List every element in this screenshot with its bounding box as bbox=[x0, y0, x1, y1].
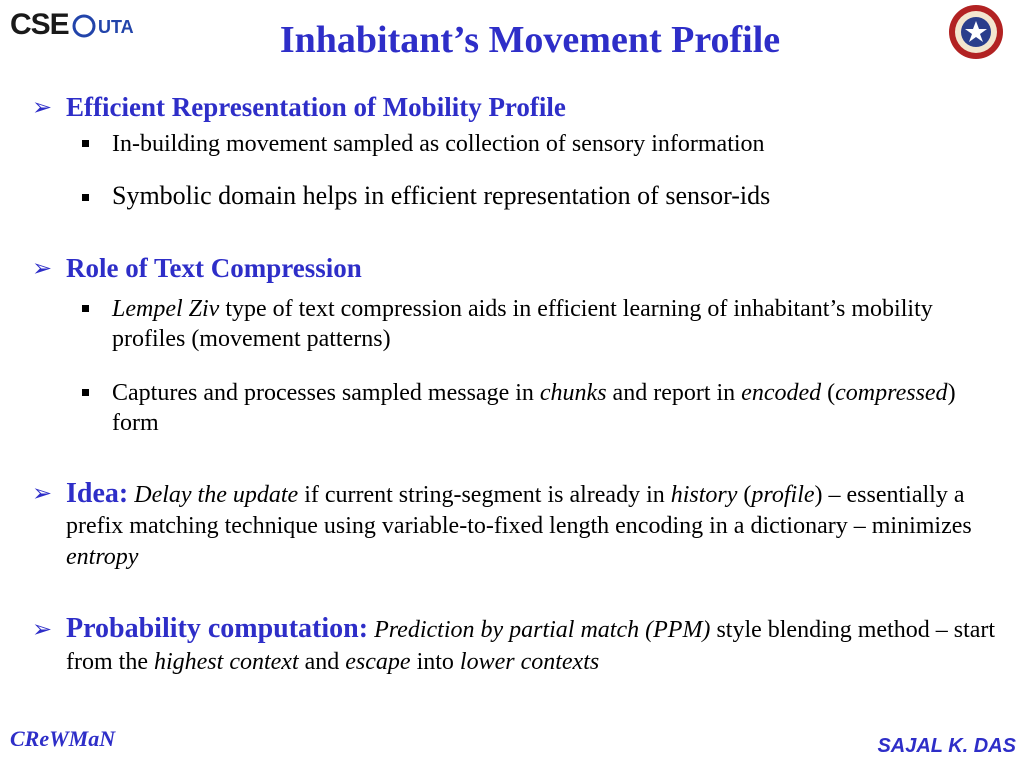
bullet-text-compression bbox=[32, 253, 1002, 284]
sub-bullet-text: ( bbox=[821, 380, 836, 406]
bullet-heading: Idea: bbox=[66, 478, 129, 509]
square-bullet-icon bbox=[82, 389, 89, 396]
arrow-bullet-icon: ➢ bbox=[32, 615, 53, 643]
bullet-text: and bbox=[298, 649, 346, 675]
square-bullet-icon bbox=[82, 194, 89, 201]
bullet-probability bbox=[32, 613, 1002, 678]
bullet-efficient-representation bbox=[32, 92, 1002, 123]
bullet-text: if current string-segment is already in bbox=[298, 482, 671, 508]
sub-bullet-text: Captures and processes sampled message in bbox=[112, 380, 540, 406]
cse-logo-text: CSE bbox=[10, 8, 69, 41]
bullet-heading: Role of Text Compression bbox=[66, 253, 362, 283]
bullet-italic: lower contexts bbox=[459, 649, 600, 675]
sub-bullet-italic: compressed bbox=[835, 380, 948, 406]
sub-bullet bbox=[66, 378, 1002, 438]
sub-bullet-text: In-building movement sampled as collection of sensory information bbox=[112, 131, 765, 157]
bullet-italic: Prediction by partial match (PPM) bbox=[374, 617, 711, 643]
sub-bullet-italic: encoded bbox=[741, 380, 822, 406]
bullet-heading: Probability computation: bbox=[66, 613, 369, 644]
bullet-italic: profile bbox=[751, 482, 815, 508]
arrow-bullet-icon: ➢ bbox=[32, 254, 53, 282]
bullet-idea bbox=[32, 478, 1002, 573]
bullet-italic: history bbox=[670, 482, 738, 508]
slide-title: Inhabitant’s Movement Profile bbox=[279, 19, 781, 61]
arrow-bullet-icon: ➢ bbox=[32, 93, 53, 121]
bullet-text: ) – essentially a prefix matching technique using variable-to-fixed length encoding in a dictionary – minimizes bbox=[66, 482, 972, 539]
svg-text:UTA: UTA bbox=[98, 17, 134, 37]
bullet-italic: escape bbox=[345, 649, 411, 675]
sub-bullet-text: type of text compression aids in efficient learning of inhabitant’s mobility profiles (movement patterns) bbox=[112, 296, 933, 352]
sub-bullet bbox=[66, 129, 1002, 159]
bullet-heading: Efficient Representation of Mobility Profile bbox=[66, 92, 566, 122]
bullet-italic: entropy bbox=[66, 544, 139, 570]
sub-bullet-text: Symbolic domain helps in efficient representation of sensor-ids bbox=[112, 181, 771, 210]
slide-body bbox=[32, 92, 1002, 678]
sub-bullet-text: and report in bbox=[606, 380, 742, 406]
footer-author: SAJAL K. DAS bbox=[877, 735, 1016, 757]
sub-bullet-italic: chunks bbox=[539, 380, 607, 406]
bullet-italic: highest context bbox=[153, 649, 299, 675]
sub-bullet-italic: Lempel Ziv bbox=[112, 296, 220, 322]
bullet-text: style blending method – start from the bbox=[66, 617, 996, 675]
sub-bullet bbox=[66, 181, 1002, 211]
square-bullet-icon bbox=[82, 140, 89, 147]
bullet-text: ( bbox=[737, 482, 752, 508]
sub-bullet-text: ) form bbox=[112, 380, 956, 436]
sub-bullet bbox=[66, 294, 1002, 354]
square-bullet-icon bbox=[82, 305, 89, 312]
bullet-italic: Delay the update bbox=[134, 482, 299, 508]
bullet-text: into bbox=[410, 649, 460, 675]
arrow-bullet-icon: ➢ bbox=[32, 479, 53, 507]
footer-group-name: CReWMaN bbox=[10, 726, 116, 751]
